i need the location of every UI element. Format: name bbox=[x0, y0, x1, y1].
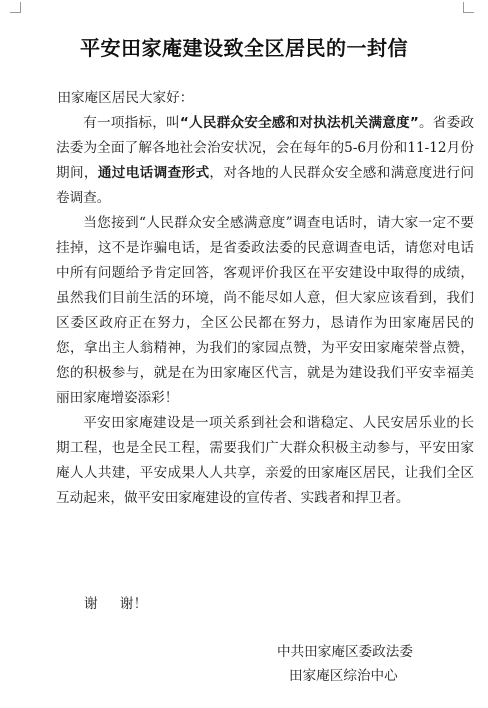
thanks-char-2: 谢！ bbox=[119, 596, 148, 612]
signature-line-1: 中共田家庵区委政法委 bbox=[277, 644, 413, 660]
paragraph-3: 平安田家庵建设是一项关系到社会和谐稳定、人民安居乐业的长期工程，也是全民工程，需要我们广大群众积极主动参与，平安田家庵人人共建，平安成果人人共享，亲爱的田家庵区居民，让我们全区互动起来，做平安田家庵建设的宣传者、实践者和捍卫者。 bbox=[56, 415, 474, 506]
paragraph-1-text-a: 有一项指标，叫 bbox=[83, 115, 180, 131]
document-title: 平安田家庵建设致全区居民的一封信 bbox=[80, 36, 408, 60]
paragraph-1-bold-method: 通过电话调查形式 bbox=[97, 165, 210, 181]
paragraph-1-bold-indicator: “人民群众安全感和对执法机关满意度” bbox=[179, 115, 419, 131]
closing-thanks bbox=[84, 592, 147, 612]
thanks-char-1: 谢 bbox=[84, 596, 98, 612]
greeting: 田家庵区居民大家好： bbox=[57, 90, 194, 106]
paragraph-1-text-b: 。省委政法委为全面了解各地社会治安状况，会在每年的5-6月份和11-12月份期间， bbox=[56, 115, 474, 181]
paragraph-2: 当您接到“人民群众安全感满意度”调查电话时，请大家一定不要挂掉，这不是诈骗电话，是省委政法委的民意调查电话，请您对电话中所有问题给予肯定回答，客观评价我区在平安建设中取得的成绩，虽然我们目前生活的环境，尚不能尽如人意，但大家应该看到，我们区委区政府正在努力，全区公民都在努力，恳请作为田家庵居民的您，拿出主人翁精神，为我们的家园点赞，为平安田家庵荣誉点赞，您的积极参与，就是在为田家庵区代言，就是为建设我们平安幸福美丽田家庵增姿添彩！ bbox=[56, 215, 474, 406]
signature-line-2: 田家庵区综治中心 bbox=[289, 668, 398, 684]
paragraph-1-text-c: ，对各地的人民群众安全感和满意度进行问卷调查。 bbox=[56, 165, 475, 206]
paragraph-1 bbox=[56, 111, 474, 211]
page-corner-mark-left bbox=[10, 2, 21, 13]
letter-body bbox=[56, 86, 474, 511]
page-corner-mark-right bbox=[463, 2, 474, 13]
signature-block bbox=[277, 640, 413, 688]
